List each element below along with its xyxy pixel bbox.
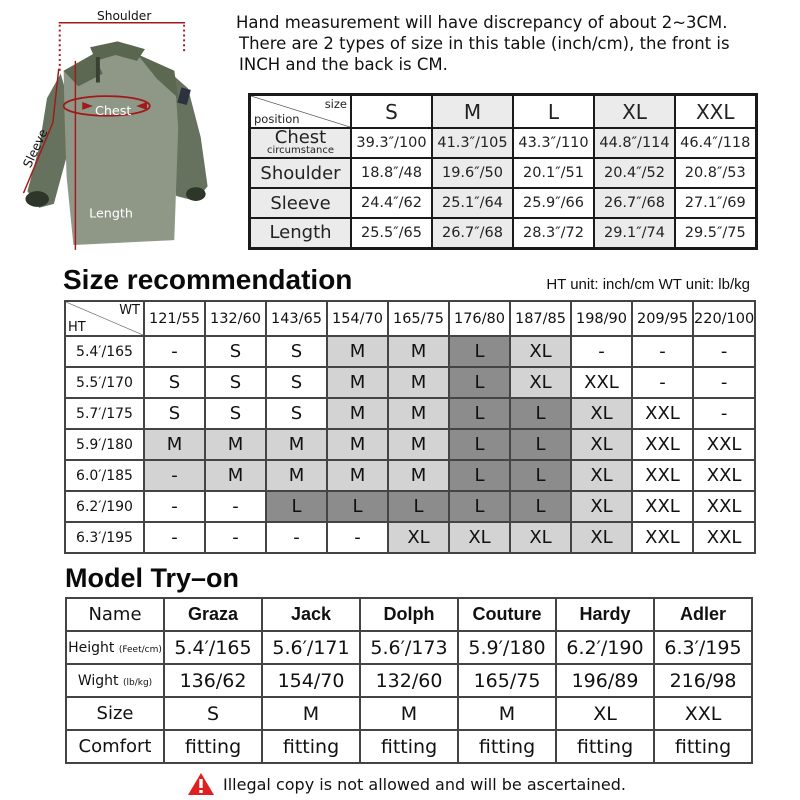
label-size: Size (66, 697, 164, 730)
size-cell: - (632, 336, 693, 367)
size-cell: XXL (632, 522, 693, 553)
size-cell: M (266, 460, 327, 491)
size-cell: M (388, 367, 449, 398)
recommendation-row (65, 491, 755, 522)
size-cell: S (266, 398, 327, 429)
model-tryon-table (65, 597, 753, 764)
length-label: Length (89, 205, 133, 221)
copyright-warning (187, 772, 626, 796)
model-row-name (66, 598, 752, 631)
size-cell: - (693, 336, 755, 367)
size-cell: S (205, 336, 266, 367)
model-height-cell: 5.4′/165 (164, 631, 262, 664)
model-weight-cell: 154/70 (262, 664, 360, 697)
size-chart-row-shoulder (250, 158, 757, 188)
size-cell: - (144, 336, 205, 367)
size-chart-row-sleeve (250, 188, 757, 218)
recommendation-row (65, 429, 755, 460)
model-comfort-cell: fitting (262, 730, 360, 763)
shirt-measurement-illustration (0, 0, 235, 255)
recommendation-row (65, 460, 755, 491)
label-comfort: Comfort (66, 730, 164, 763)
height-label: 5.9′/180 (65, 429, 144, 460)
size-chart-row-length (250, 218, 757, 248)
weight-header: 176/80 (449, 301, 510, 336)
size-cell: XXL (693, 429, 755, 460)
size-cell: L (449, 429, 510, 460)
size-chart-row-chest (250, 128, 757, 158)
size-cell: XL (571, 429, 632, 460)
model-name-cell: Adler (654, 598, 752, 631)
model-weight-cell: 136/62 (164, 664, 262, 697)
size-cell: XXL (571, 367, 632, 398)
size-cell: - (205, 522, 266, 553)
row-label-shoulder: Shoulder (250, 158, 352, 188)
size-cell: - (693, 398, 755, 429)
size-header-xl: XL (594, 95, 675, 129)
model-height-cell: 5.6′/173 (360, 631, 458, 664)
weight-header: 220/100 (693, 301, 755, 336)
size-cell: L (449, 460, 510, 491)
size-cell: M (388, 460, 449, 491)
size-cell: XXL (693, 460, 755, 491)
model-comfort-cell: fitting (458, 730, 556, 763)
height-label: 6.0′/185 (65, 460, 144, 491)
size-cell: XXL (632, 491, 693, 522)
weight-header: 154/70 (327, 301, 388, 336)
table-cell: 26.7″/68 (432, 218, 513, 248)
warning-text: Illegal copy is not allowed and will be ascertained. (223, 774, 626, 794)
weight-header: 121/55 (144, 301, 205, 336)
model-size-cell: M (262, 697, 360, 730)
table-cell: 43.3″/110 (513, 128, 594, 158)
chest-label: Chest (94, 102, 132, 118)
corner-size-label: size (324, 97, 347, 111)
size-cell: S (266, 367, 327, 398)
model-size-cell: M (360, 697, 458, 730)
size-header-m: M (432, 95, 513, 129)
model-size-cell: XL (556, 697, 654, 730)
weight-header: 198/90 (571, 301, 632, 336)
recommendation-row (65, 367, 755, 398)
label-weight (66, 664, 164, 697)
weight-header: 132/60 (205, 301, 266, 336)
table-cell: 46.4″/118 (675, 128, 756, 158)
size-cell: L (449, 398, 510, 429)
size-cell: - (266, 522, 327, 553)
model-size-cell: S (164, 697, 262, 730)
size-cell: - (144, 491, 205, 522)
weight-header: 143/65 (266, 301, 327, 336)
model-tryon-heading: Model Try–on (65, 563, 240, 593)
size-cell: XL (510, 336, 571, 367)
model-row-comfort (66, 730, 752, 763)
table-cell: 25.9″/66 (513, 188, 594, 218)
size-cell: XL (571, 491, 632, 522)
size-cell: - (327, 522, 388, 553)
size-cell: M (144, 429, 205, 460)
model-size-cell: XXL (654, 697, 752, 730)
table-cell: 18.8″/48 (351, 158, 432, 188)
table-cell: 44.8″/114 (594, 128, 675, 158)
table-cell: 19.6″/50 (432, 158, 513, 188)
model-weight-cell: 165/75 (458, 664, 556, 697)
size-cell: M (388, 429, 449, 460)
size-cell: S (266, 336, 327, 367)
size-cell: M (388, 336, 449, 367)
table-cell: 20.1″/51 (513, 158, 594, 188)
size-cell: XL (571, 398, 632, 429)
shirt-diagram (0, 0, 235, 255)
size-cell: S (144, 367, 205, 398)
size-cell: XXL (632, 429, 693, 460)
model-weight-cell: 216/98 (654, 664, 752, 697)
table-cell: 24.4″/62 (351, 188, 432, 218)
size-cell: S (205, 398, 266, 429)
model-weight-cell: 132/60 (360, 664, 458, 697)
model-comfort-cell: fitting (360, 730, 458, 763)
note-discrepancy: Hand measurement will have discrepancy of about 2~3CM. (236, 13, 728, 32)
size-cell: XL (571, 522, 632, 553)
corner-position-label: position (254, 112, 300, 126)
recommendation-corner (65, 301, 144, 336)
size-cell: - (144, 522, 205, 553)
size-recommendation-heading: Size recommendation (63, 264, 353, 295)
size-cell: M (205, 429, 266, 460)
recommendation-header-row (65, 301, 755, 336)
recommendation-row (65, 336, 755, 367)
table-cell: 26.7″/68 (594, 188, 675, 218)
height-label: 6.2′/190 (65, 491, 144, 522)
size-cell: L (510, 460, 571, 491)
height-label: 5.5′/170 (65, 367, 144, 398)
size-cell: M (327, 429, 388, 460)
size-cell: S (205, 367, 266, 398)
height-label: 5.4′/165 (65, 336, 144, 367)
size-cell: L (510, 398, 571, 429)
size-cell: - (632, 367, 693, 398)
size-cell: L (266, 491, 327, 522)
table-cell: 20.4″/52 (594, 158, 675, 188)
size-cell: - (144, 460, 205, 491)
size-cell: L (449, 367, 510, 398)
weight-unit: (lb/kg) (122, 677, 153, 688)
size-cell: M (388, 398, 449, 429)
size-cell: S (144, 398, 205, 429)
model-comfort-cell: fitting (654, 730, 752, 763)
model-height-cell: 6.2′/190 (556, 631, 654, 664)
size-header-xxl: XXL (675, 95, 756, 129)
size-cell: L (510, 429, 571, 460)
table-cell: 41.3″/105 (432, 128, 513, 158)
model-height-cell: 5.6′/171 (262, 631, 360, 664)
size-cell: M (327, 336, 388, 367)
recommendation-row (65, 398, 755, 429)
model-row-size (66, 697, 752, 730)
model-height-cell: 6.3′/195 (654, 631, 752, 664)
model-name-cell: Dolph (360, 598, 458, 631)
size-cell: L (510, 491, 571, 522)
table-cell: 28.3″/72 (513, 218, 594, 248)
size-cell: L (449, 491, 510, 522)
model-height-cell: 5.9′/180 (458, 631, 556, 664)
size-cell: L (388, 491, 449, 522)
size-cell: M (205, 460, 266, 491)
model-weight-cell: 196/89 (556, 664, 654, 697)
measurement-notes (236, 12, 796, 75)
model-comfort-cell: fitting (164, 730, 262, 763)
size-cell: M (266, 429, 327, 460)
table-cell: 27.1″/69 (675, 188, 756, 218)
shoulder-label: Shoulder (96, 8, 152, 23)
size-cell: - (693, 367, 755, 398)
size-cell: - (205, 491, 266, 522)
size-cell: XL (388, 522, 449, 553)
table-cell: 25.5″/65 (351, 218, 432, 248)
size-cell: M (327, 367, 388, 398)
recommendation-row (65, 522, 755, 553)
size-chart-table (248, 93, 758, 250)
size-cell: - (571, 336, 632, 367)
size-cell: XL (571, 460, 632, 491)
model-size-cell: M (458, 697, 556, 730)
size-cell: XL (510, 367, 571, 398)
table-cell: 29.5″/75 (675, 218, 756, 248)
size-chart-corner (250, 95, 352, 129)
size-cell: XXL (632, 460, 693, 491)
label-name: Name (66, 598, 164, 631)
model-name-cell: Couture (458, 598, 556, 631)
size-cell: XL (510, 522, 571, 553)
height-label: 5.7′/175 (65, 398, 144, 429)
size-cell: XXL (693, 522, 755, 553)
height-label-text: Height (68, 639, 115, 656)
warning-triangle-icon (187, 772, 215, 796)
table-cell: 29.1″/74 (594, 218, 675, 248)
size-cell: XXL (632, 398, 693, 429)
size-cell: L (449, 336, 510, 367)
weight-label-text: Wight (77, 672, 119, 689)
size-chart-header-row (250, 95, 757, 129)
size-cell: M (327, 460, 388, 491)
size-cell: XXL (693, 491, 755, 522)
height-unit: (Feet/cm) (118, 644, 162, 655)
height-label: 6.3′/195 (65, 522, 144, 553)
units-note: HT unit: inch/cm WT unit: lb/kg (546, 276, 750, 293)
size-header-l: L (513, 95, 594, 129)
chest-subtitle: circumstance (267, 145, 334, 156)
note-units: There are 2 types of size in this table (inch/cm), the front is (239, 34, 730, 53)
sleeve-label: Sleeve (20, 126, 51, 170)
note-units-cont: INCH and the back is CM. (239, 55, 448, 74)
size-cell: L (327, 491, 388, 522)
label-height (66, 631, 164, 664)
chest-title: Chest (274, 127, 327, 148)
model-name-cell: Graza (164, 598, 262, 631)
model-row-height (66, 631, 752, 664)
model-comfort-cell: fitting (556, 730, 654, 763)
row-label-sleeve: Sleeve (250, 188, 352, 218)
weight-header: 165/75 (388, 301, 449, 336)
table-cell: 39.3″/100 (351, 128, 432, 158)
row-label-length: Length (250, 218, 352, 248)
table-cell: 25.1″/64 (432, 188, 513, 218)
size-cell: M (327, 398, 388, 429)
row-label-chest (250, 128, 352, 158)
table-cell: 20.8″/53 (675, 158, 756, 188)
model-name-cell: Hardy (556, 598, 654, 631)
size-header-s: S (351, 95, 432, 129)
size-cell: XL (449, 522, 510, 553)
weight-header: 209/95 (632, 301, 693, 336)
model-name-cell: Jack (262, 598, 360, 631)
corner-wt-label: WT (119, 303, 140, 318)
model-row-weight (66, 664, 752, 697)
size-recommendation-table (64, 300, 756, 554)
corner-ht-label: HT (68, 320, 86, 335)
weight-header: 187/85 (510, 301, 571, 336)
